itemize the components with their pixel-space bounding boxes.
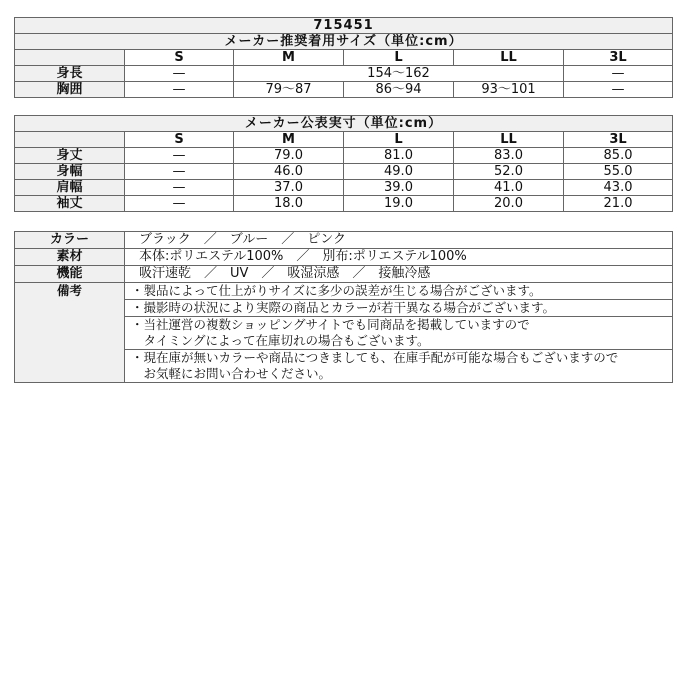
header-corner (15, 50, 125, 66)
table-row (15, 232, 673, 249)
table-cell: 21.0 (564, 196, 673, 212)
actual-size-title: メーカー公表実寸（単位:cm） (15, 116, 673, 132)
row-label-shoulder: 肩幅 (15, 180, 125, 196)
table-cell: 86〜94 (344, 82, 454, 98)
size-header-m: M (234, 132, 344, 148)
header-corner (15, 132, 125, 148)
table-cell: 154〜162 (234, 66, 564, 82)
row-label-sleeve: 袖丈 (15, 196, 125, 212)
note-line: ・当社運営の複数ショッピングサイトでも同商品を掲載していますので (125, 317, 673, 334)
table-cell: 93〜101 (454, 82, 564, 98)
table-cell: 52.0 (454, 164, 564, 180)
row-label-notes: 備考 (15, 283, 125, 383)
color-value: ブラック ／ ブルー ／ ピンク (125, 232, 673, 249)
row-label-length: 身丈 (15, 148, 125, 164)
note-line: お気軽にお問い合わせください。 (125, 366, 673, 383)
table-cell: 81.0 (344, 148, 454, 164)
size-header-m: M (234, 50, 344, 66)
table-row (15, 249, 673, 266)
size-header-3l: 3L (564, 50, 673, 66)
row-label-function: 機能 (15, 266, 125, 283)
recommended-size-table (14, 17, 673, 98)
size-header-l: L (344, 132, 454, 148)
table-row (15, 148, 673, 164)
table-cell: — (125, 180, 234, 196)
table-cell: — (125, 164, 234, 180)
table-cell: 19.0 (344, 196, 454, 212)
note-line: ・製品によって仕上がりサイズに多少の誤差が生じる場合がございます。 (125, 283, 673, 300)
size-header-s: S (125, 132, 234, 148)
table-cell: 43.0 (564, 180, 673, 196)
table-cell: 83.0 (454, 148, 564, 164)
table-cell: — (564, 66, 673, 82)
table-cell: 55.0 (564, 164, 673, 180)
table-cell: 79.0 (234, 148, 344, 164)
table-cell: 39.0 (344, 180, 454, 196)
row-label-width: 身幅 (15, 164, 125, 180)
table-cell: 20.0 (454, 196, 564, 212)
table-cell: 49.0 (344, 164, 454, 180)
table-cell: 18.0 (234, 196, 344, 212)
size-header-s: S (125, 50, 234, 66)
table-cell: — (564, 82, 673, 98)
note-line: ・現在庫が無いカラーや商品につきましても、在庫手配が可能な場合もございますので (125, 350, 673, 367)
row-label-chest: 胸囲 (15, 82, 125, 98)
row-label-height: 身長 (15, 66, 125, 82)
table-cell: — (125, 196, 234, 212)
size-header-ll: LL (454, 132, 564, 148)
table-cell: — (125, 82, 234, 98)
note-line: タイミングによって在庫切れの場合もございます。 (125, 333, 673, 350)
table-row (15, 66, 673, 82)
table-cell: 79〜87 (234, 82, 344, 98)
function-value: 吸汗速乾 ／ UV ／ 吸湿涼感 ／ 接触冷感 (125, 266, 673, 283)
table-cell: 41.0 (454, 180, 564, 196)
table-row (15, 82, 673, 98)
table-row (15, 266, 673, 283)
table-row (15, 196, 673, 212)
table-cell: — (125, 66, 234, 82)
table-cell: 37.0 (234, 180, 344, 196)
note-line: ・撮影時の状況により実際の商品とカラーが若干異なる場合がございます。 (125, 300, 673, 317)
row-label-material: 素材 (15, 249, 125, 266)
table-cell: — (125, 148, 234, 164)
actual-size-table (14, 115, 673, 212)
material-value: 本体:ポリエステル100% ／ 別布:ポリエステル100% (125, 249, 673, 266)
product-info-table (14, 231, 673, 383)
size-header-l: L (344, 50, 454, 66)
table-row (15, 164, 673, 180)
size-header-ll: LL (454, 50, 564, 66)
table-cell: 85.0 (564, 148, 673, 164)
product-code: 715451 (15, 18, 673, 34)
table-row (15, 180, 673, 196)
row-label-color: カラー (15, 232, 125, 249)
table-row (15, 283, 673, 300)
table-cell: 46.0 (234, 164, 344, 180)
size-header-3l: 3L (564, 132, 673, 148)
recommended-size-title: メーカー推奨着用サイズ（単位:cm） (15, 34, 673, 50)
